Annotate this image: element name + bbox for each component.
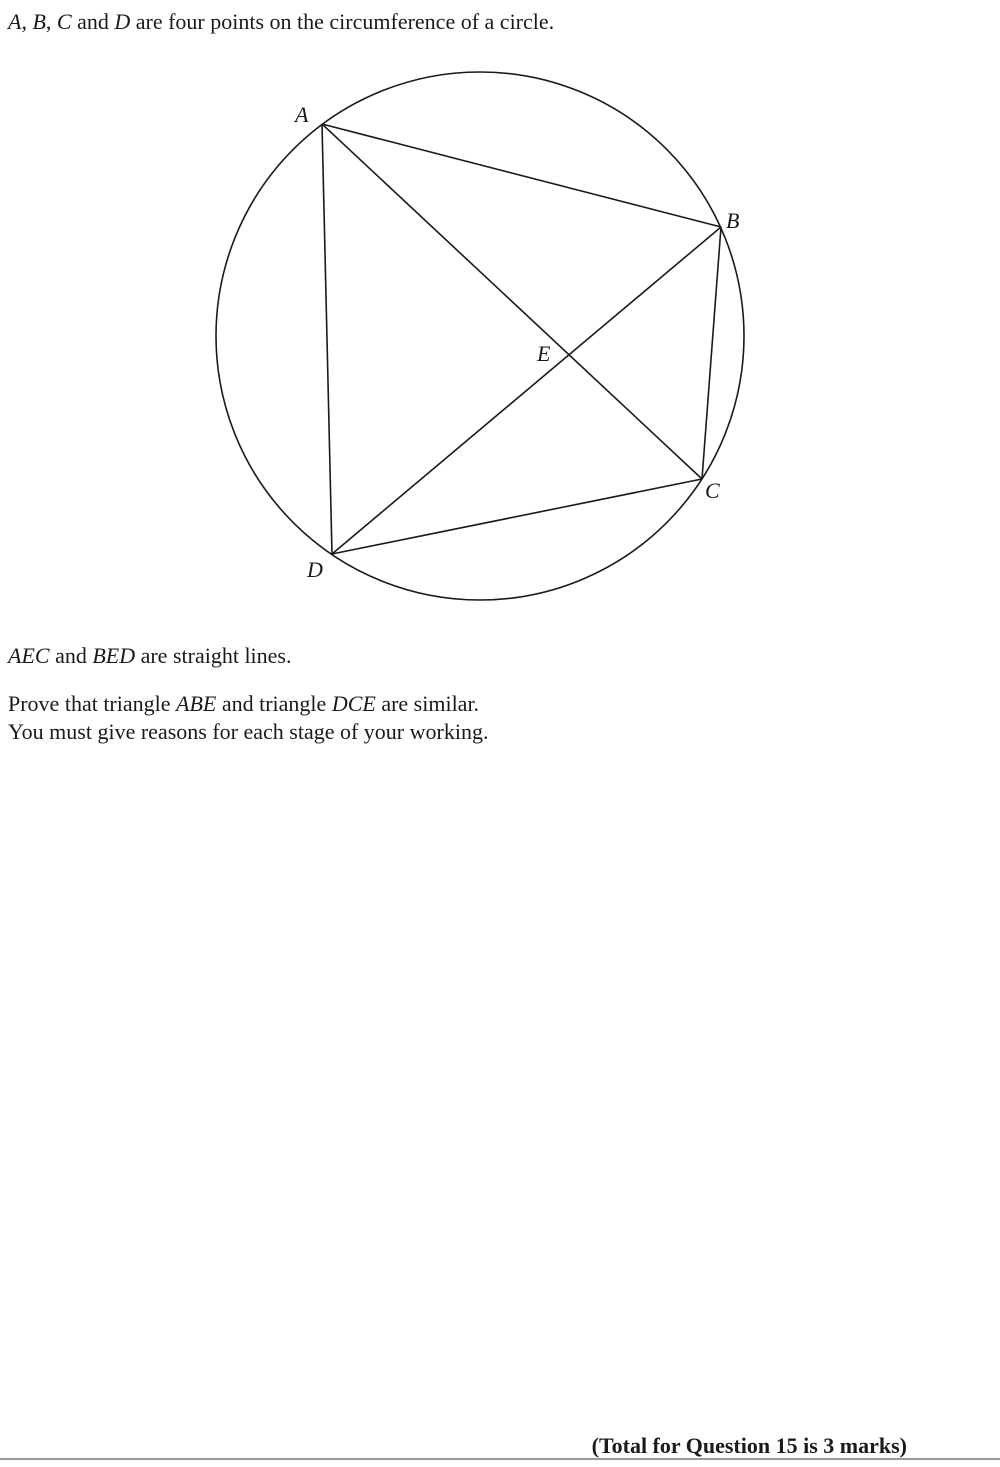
point-d-label: D <box>114 9 131 34</box>
prove-text: are similar. <box>375 691 480 716</box>
line-aec-name: AEC <box>8 643 50 668</box>
chord-cd <box>332 479 702 554</box>
prove-statement <box>8 690 479 718</box>
intro-separator: , <box>45 9 57 34</box>
prove-text: and triangle <box>216 691 332 716</box>
vertex-b-label: B <box>726 208 740 233</box>
intro-text: are four points on the circumference of a circle. <box>130 9 555 34</box>
circle <box>216 72 744 600</box>
line-bed <box>332 227 721 554</box>
vertex-c-label: C <box>705 478 720 503</box>
vertex-d-label: D <box>307 557 323 582</box>
line-bed-name: BED <box>92 643 136 668</box>
prove-text: Prove that triangle <box>8 691 177 716</box>
intro-separator: , <box>21 9 33 34</box>
triangle-dce-name: DCE <box>331 691 376 716</box>
chord-da <box>322 124 332 554</box>
chord-bc <box>702 227 721 479</box>
instruction-text: You must give reasons for each stage of your working. <box>8 719 489 744</box>
line-aec <box>322 124 702 479</box>
statement-text: and <box>49 643 93 668</box>
page-bottom-rule <box>0 1458 1000 1460</box>
vertex-a-label: A <box>295 102 309 127</box>
triangle-abe-name: ABE <box>176 691 217 716</box>
statement-text: are straight lines. <box>135 643 292 668</box>
point-a-label: A <box>8 9 22 34</box>
chord-ab <box>322 124 721 227</box>
intersection-e-label: E <box>537 341 551 366</box>
point-c-label: C <box>56 9 72 34</box>
circle-diagram <box>0 0 1000 620</box>
intro-separator: and <box>71 9 115 34</box>
straight-lines-statement <box>8 642 292 670</box>
point-b-label: B <box>32 9 46 34</box>
total-marks: (Total for Question 15 is 3 marks) <box>591 1433 907 1458</box>
